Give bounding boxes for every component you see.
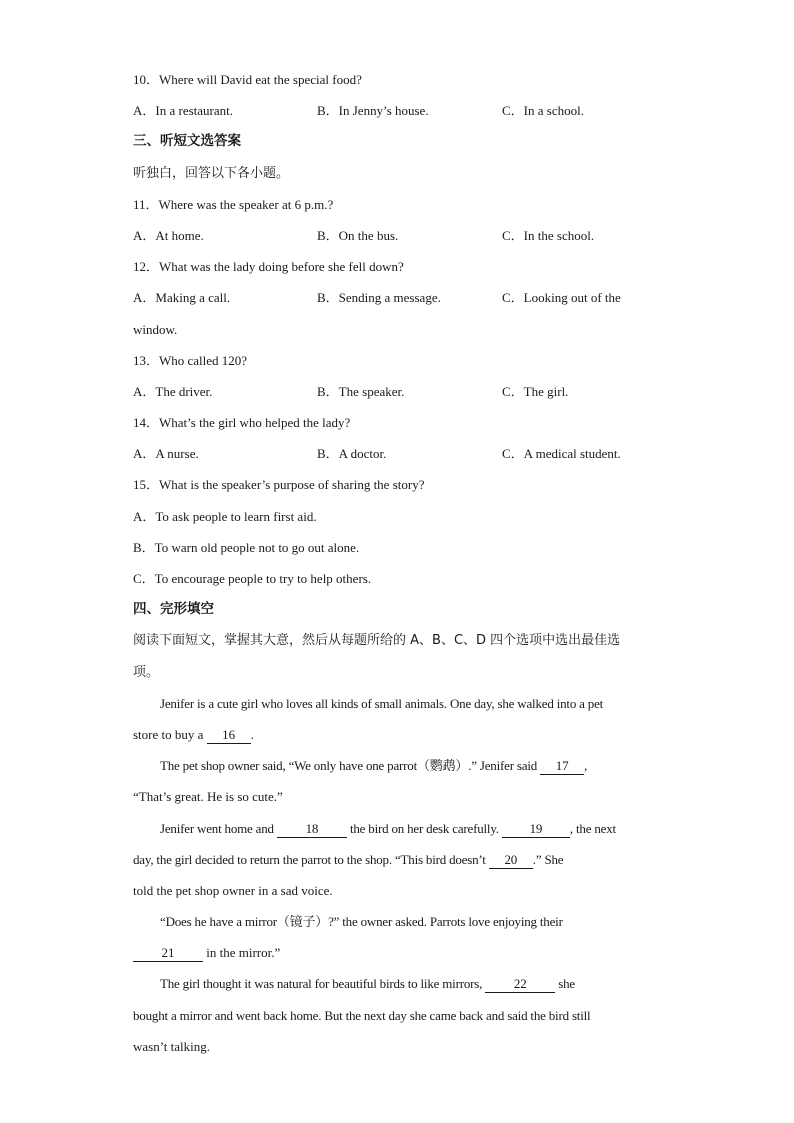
option-c: C．In the school. bbox=[502, 227, 595, 243]
passage-line: “Does he have a mirror（镜子）?” the owner asked. Parrots love enjoying their bbox=[160, 914, 563, 930]
section-4-instruction-line-2: 项。 bbox=[133, 664, 160, 680]
question-14: 14．What’s the girl who helped the lady? bbox=[133, 415, 351, 431]
blank-16: 16 bbox=[207, 727, 251, 744]
option-a: A．At home. bbox=[133, 227, 204, 243]
blank-20: 20 bbox=[489, 852, 533, 869]
passage-text: Jenifer went home and bbox=[160, 820, 277, 836]
option-a: A．In a restaurant. bbox=[133, 103, 233, 119]
option-c: C．The girl. bbox=[502, 383, 569, 399]
option-c: C．In a school. bbox=[502, 103, 584, 119]
passage-line: told the pet shop owner in a sad voice. bbox=[133, 882, 333, 898]
passage-text: The girl thought it was natural for beautiful birds to like mirrors, bbox=[160, 976, 486, 992]
passage-line bbox=[133, 844, 663, 875]
passage-line bbox=[133, 750, 663, 781]
question-13-options bbox=[133, 376, 663, 407]
blank-18: 18 bbox=[277, 821, 347, 838]
passage-text: , bbox=[584, 758, 588, 774]
option-b: B．To warn old people not to go out alone. bbox=[133, 539, 360, 555]
option-b: B．Sending a message. bbox=[317, 290, 441, 306]
option-b: B．The speaker. bbox=[317, 383, 405, 399]
question-12-options bbox=[133, 282, 663, 313]
section-3-title: 三、听短文选答案 bbox=[133, 133, 241, 150]
option-b: B．A doctor. bbox=[317, 446, 387, 462]
passage-line: Jenifer is a cute girl who loves all kinds of small animals. One day, she walked into a pet bbox=[160, 695, 604, 711]
option-a: A．The driver. bbox=[133, 383, 213, 399]
question-13: 13．Who called 120? bbox=[133, 352, 248, 368]
option-c: C．To encourage people to try to help others. bbox=[133, 571, 372, 586]
passage-line: wasn’t talking. bbox=[133, 1038, 211, 1054]
section-3-instruction: 听独白，回答以下各小题。 bbox=[133, 165, 290, 181]
passage-line bbox=[133, 719, 663, 750]
question-15: 15．What is the speaker’s purpose of sharing the story? bbox=[133, 477, 425, 493]
passage-line bbox=[133, 937, 663, 968]
question-11-options bbox=[133, 220, 663, 251]
section-4-instruction-line-1: 阅读下面短文，掌握其大意，然后从每题所给的 A、B、C、D 四个选项中选出最佳选 bbox=[133, 633, 621, 649]
passage-line bbox=[133, 813, 663, 844]
question-12: 12．What was the lady doing before she fell down? bbox=[133, 259, 404, 275]
passage-text: she bbox=[555, 976, 575, 992]
option-a: A．Making a call. bbox=[133, 290, 231, 306]
question-10-options bbox=[133, 95, 663, 126]
passage-text: the bird on her desk carefully. bbox=[346, 820, 502, 836]
passage-line bbox=[133, 968, 663, 999]
option-c: C．Looking out of the bbox=[502, 290, 621, 306]
option-b: B．On the bus. bbox=[317, 227, 399, 243]
passage-line: bought a mirror and went back home. But the next day she came back and said the bird still bbox=[133, 1007, 591, 1023]
passage-text: The pet shop owner said, “We only have one parrot（鹦鹉）.” Jenifer said bbox=[160, 758, 541, 774]
blank-17: 17 bbox=[540, 758, 584, 775]
passage-text: store to buy a bbox=[133, 726, 207, 742]
exam-page bbox=[133, 64, 663, 1062]
option-a: A．To ask people to learn first aid. bbox=[133, 508, 317, 524]
question-14-options bbox=[133, 438, 663, 469]
blank-19: 19 bbox=[502, 821, 570, 838]
passage-text: in the mirror.” bbox=[203, 945, 281, 961]
option-c: C．A medical student. bbox=[502, 446, 621, 462]
passage-text: day, the girl decided to return the parrot to the shop. “This bird doesn’t bbox=[133, 851, 489, 867]
question-11: 11．Where was the speaker at 6 p.m.? bbox=[133, 196, 334, 212]
option-a: A．A nurse. bbox=[133, 446, 199, 462]
question-10: 10．Where will David eat the special food? bbox=[133, 72, 362, 87]
passage-text: .” She bbox=[532, 851, 564, 867]
option-b: B．In Jenny’s house. bbox=[317, 103, 429, 119]
passage-text: , the next bbox=[569, 820, 616, 836]
blank-21: 21 bbox=[133, 945, 203, 962]
section-4-title: 四、完形填空 bbox=[133, 601, 214, 618]
question-12-option-c-continuation: window. bbox=[133, 321, 178, 337]
blank-22: 22 bbox=[485, 976, 555, 993]
passage-line: “That’s great. He is so cute.” bbox=[133, 789, 283, 805]
passage-text: . bbox=[250, 726, 254, 742]
